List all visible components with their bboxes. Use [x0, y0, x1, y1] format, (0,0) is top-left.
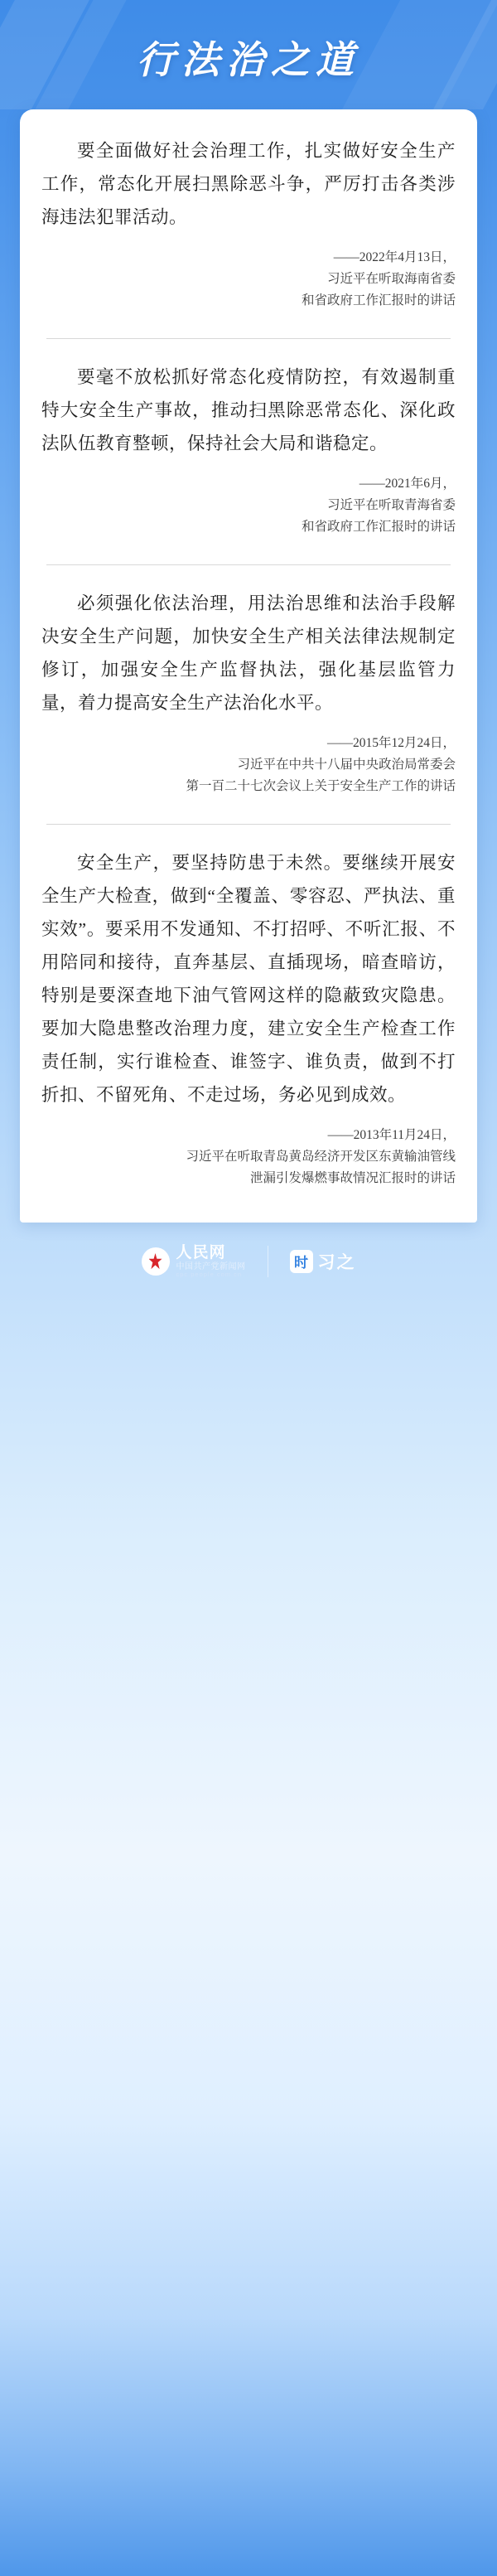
quote-item	[41, 587, 456, 802]
quote-text: 必须强化依法治理，用法治思维和法治手段解决安全生产问题，加快安全生产相关法律法规制定修订，加强安全生产监督执法，强化基层监管力量，着力提高安全生产法治化水平。	[41, 593, 456, 713]
quote-item	[41, 361, 456, 543]
shixi-logo[interactable]	[290, 1249, 356, 1274]
quote-text: 要毫不放松抓好常态化疫情防控，有效遏制重特大安全生产事故，推动扫黑除恶常态化、深化政法队伍教育整顿，保持社会大局和谐稳定。	[41, 367, 456, 453]
quote-text: 要全面做好社会治理工作，扎实做好安全生产工作，常态化开展扫黑除恶斗争，严厉打击各类涉海违法犯罪活动。	[41, 141, 456, 227]
header-banner	[0, 0, 497, 109]
quote-text: 安全生产，要坚持防患于未然。要继续开展安全生产大检查，做到“全覆盖、零容忍、严执法、重实效”。要采用不发通知、不打招呼、不听汇报、不用陪同和接待，直奔基层、直插现场，暗查暗访，特别是要深查地下油气管网这样的隐蔽致灾隐患。要加大隐患整改治理力度，建立安全生产检查工作责任制，实行谁检查、谁签字、谁负责，做到不打折扣、不留死角、不走过场，务必见到成效。	[41, 853, 456, 1105]
footer	[0, 1223, 497, 1339]
attribution-line: ——2015年12月24日，	[326, 736, 456, 750]
quotes-card	[20, 109, 477, 1223]
page-title: 行法治之道	[137, 39, 360, 81]
attribution-line: 和省政府工作汇报时的讲话	[301, 293, 456, 307]
attribution-line: ——2013年11月24日，	[327, 1128, 456, 1142]
attribution-line: ——2021年6月，	[359, 477, 456, 491]
shixi-logo-label: 习之	[317, 1252, 356, 1272]
quote-item	[41, 134, 456, 317]
attribution-line: 泄漏引发爆燃事故情况汇报时的讲话	[249, 1171, 456, 1185]
attribution-line: 习近平在听取青海省委	[326, 498, 456, 512]
quote-attribution	[41, 733, 456, 797]
quote-attribution	[41, 1125, 456, 1189]
attribution-line: 习近平在中共十八届中央政治局常委会	[237, 758, 456, 772]
section-divider	[46, 824, 451, 825]
quote-attribution	[41, 473, 456, 538]
section-divider	[46, 338, 451, 339]
attribution-line: 习近平在听取青岛黄岛经济开发区东黄输油管线	[186, 1150, 456, 1164]
shixi-mark-icon: 时	[290, 1250, 313, 1273]
attribution-line: 习近平在听取海南省委	[326, 272, 456, 286]
attribution-line: 第一百二十七次会议上关于安全生产工作的讲话	[186, 779, 456, 793]
people-logo-name: 人民网	[176, 1244, 226, 1261]
attribution-line: ——2022年4月13日，	[333, 250, 456, 264]
quote-item	[41, 846, 456, 1194]
attribution-line: 和省政府工作汇报时的讲话	[301, 520, 456, 534]
star-icon	[142, 1247, 170, 1276]
people-logo-url: cpc.people.com.cn	[176, 1271, 243, 1279]
people-logo-subtitle: 中国共产党新闻网	[176, 1261, 246, 1271]
quote-attribution	[41, 247, 456, 312]
people-logo[interactable]	[142, 1244, 246, 1279]
section-divider	[46, 564, 451, 565]
